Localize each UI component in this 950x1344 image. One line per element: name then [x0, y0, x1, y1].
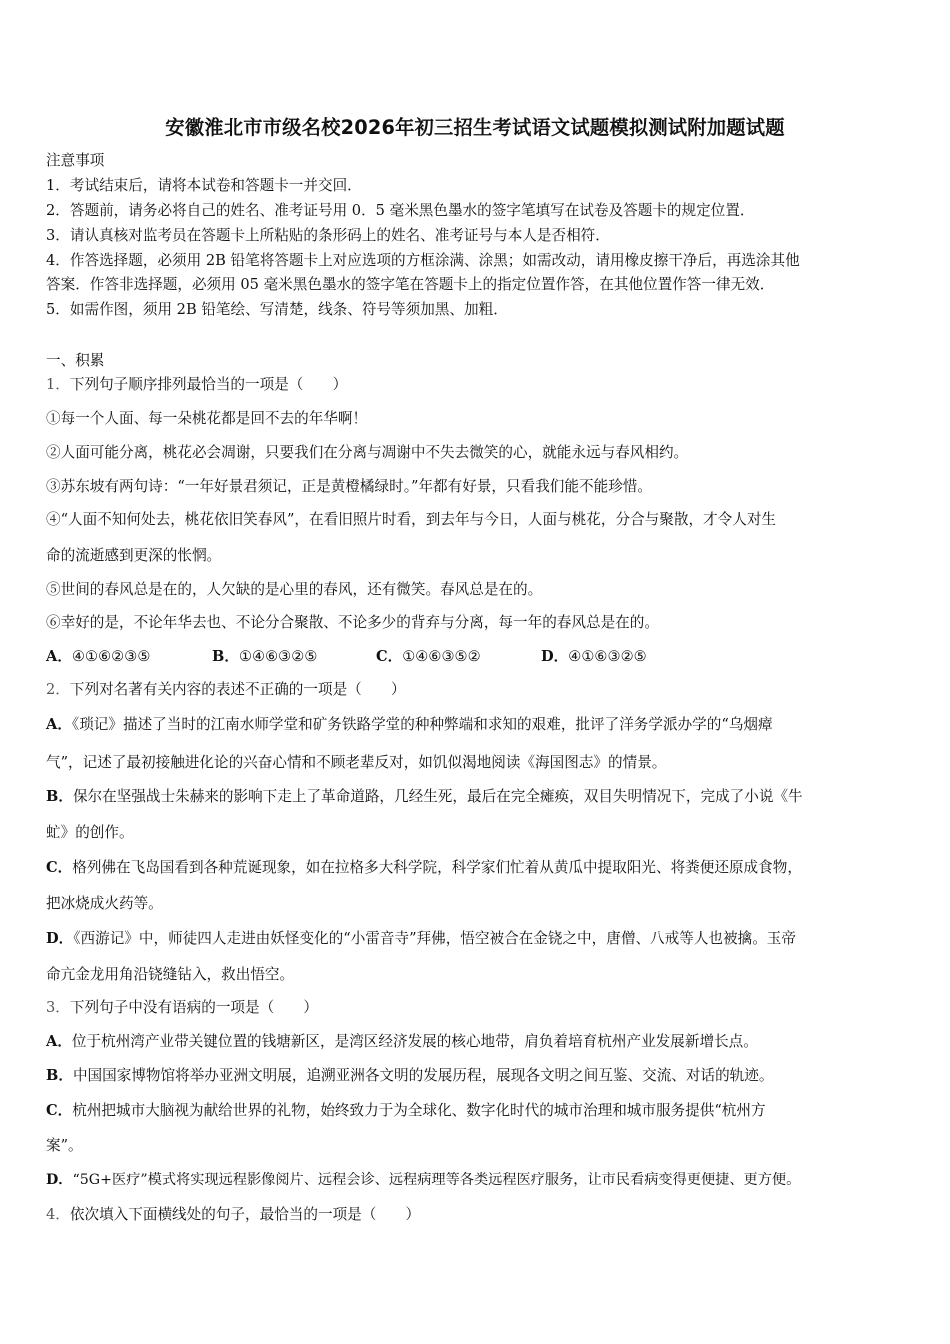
q1-option-b[interactable]: [212, 647, 317, 667]
question-text: 下列句子中没有语病的一项是（ ）: [69, 999, 318, 1016]
option-text: 位于杭州湾产业带关键位置的钱塘新区，是湾区经济发展的核心地带，肩负着培育杭州产业发展新增长点。: [71, 1033, 758, 1050]
question-number: 3．: [46, 999, 70, 1016]
section-heading: 一、积累: [46, 352, 105, 369]
option-label: C．: [376, 648, 403, 665]
option-label: D．: [46, 930, 74, 947]
q2-option-line[interactable]: [46, 929, 796, 949]
notice-item: 1．考试结束后，请将本试卷和答题卡一并交回．: [46, 177, 362, 194]
q1-option-d[interactable]: [541, 647, 647, 667]
option-label: C．: [46, 859, 73, 876]
q3-option-line[interactable]: [46, 1066, 773, 1086]
question-number: 1．: [46, 376, 70, 393]
question-number: 4．: [46, 1206, 70, 1223]
q2-option-line: 命亢金龙用角沿铙缝钻入，救出悟空。: [46, 966, 295, 983]
q1-sentence: ②人面可能分离，桃花必会凋谢，只要我们在分离与凋谢中不失去微笑的心，就能永远与春风相约。: [46, 444, 689, 461]
question-text: 下列对名著有关内容的表述不正确的一项是（ ）: [69, 681, 406, 698]
option-text: ④①⑥③②⑤: [568, 648, 647, 665]
q3-option-line: 案”。: [46, 1137, 83, 1154]
option-text: 《琐记》描述了当时的江南水师学堂和矿务铁路学堂的种种弊端和求知的艰难，批评了洋务学派办学的“乌烟瘴: [71, 716, 773, 733]
question-text: 依次填入下面横线处的句子，最恰当的一项是（ ）: [69, 1206, 421, 1223]
option-text: 格列佛在飞岛国看到各种荒诞现象，如在拉格多大科学院，科学家们忙着从黄瓜中提取阳光、将粪便还原成食物，: [72, 859, 802, 876]
question-3-stem: [46, 998, 318, 1018]
option-label: D．: [46, 1172, 73, 1188]
notice-item: 2．答题前，请务必将自己的姓名、准考证号用 0．5 毫米黑色墨水的签字笔填写在试卷及答题卡的规定位置．: [46, 202, 755, 219]
q3-option-line[interactable]: [46, 1032, 758, 1052]
option-label: B．: [46, 1067, 73, 1084]
option-text: ④①⑥②③⑤: [71, 648, 151, 665]
q1-sentence: ⑤世间的春风总是在的，人欠缺的是心里的春风，还有微笑。春风总是在的。: [46, 581, 543, 598]
option-label: A．: [46, 1033, 72, 1050]
q2-option-line[interactable]: [46, 715, 773, 735]
q2-option-line[interactable]: [46, 858, 802, 878]
q2-option-line[interactable]: [46, 787, 803, 807]
q2-option-line: 把冰烧成火药等。: [46, 895, 163, 912]
notice-item: 3．请认真核对监考员在答题卡上所粘贴的条形码上的姓名、准考证号与本人是否相符．: [46, 227, 610, 244]
question-1-stem: [46, 375, 347, 395]
notice-item: 4．作答选择题，必须用 2B 铅笔将答题卡上对应选项的方框涂满、涂黑；如需改动，请用橡皮擦干净后，再选涂其他: [46, 252, 800, 269]
q2-option-line: 虻》的创作。: [46, 824, 134, 841]
option-label: A．: [46, 716, 72, 733]
q3-option-line[interactable]: [46, 1101, 766, 1121]
option-text: 中国国家博物馆将举办亚洲文明展，追溯亚洲各文明的发展历程，展现各文明之间互鉴、交流、对话的轨迹。: [72, 1067, 774, 1084]
option-text: 《西游记》中，师徒四人走进由妖怪变化的“小雷音寺”拜佛，悟空被合在金铙之中，唐僧、八戒等人也被擒。玉帝: [73, 930, 796, 947]
q1-sentence: ③苏东坡有两句诗：“一年好景君须记，正是黄橙橘绿时。”年都有好景，只看我们能不能珍惜。: [46, 478, 652, 495]
notice-item: 答案．作答非选择题，必须用 05 毫米黑色墨水的签字笔在答题卡上的指定位置作答，在其他位置作答一律无效．: [46, 276, 775, 293]
question-2-stem: [46, 680, 406, 700]
option-label: B．: [212, 648, 239, 665]
q1-sentence: 命的流逝感到更深的怅惘。: [46, 547, 222, 564]
q1-option-a[interactable]: [46, 647, 150, 667]
option-label: B．: [46, 788, 73, 805]
option-label: C．: [46, 1102, 73, 1119]
option-text: ①④⑥③⑤②: [402, 648, 481, 665]
page-title: 安徽淮北市市级名校2026年初三招生考试语文试题模拟测试附加题试题: [165, 116, 785, 139]
q1-sentence: ①每一个人面、每一朵桃花都是回不去的年华啊！: [46, 410, 368, 427]
q1-sentence: ④“人面不知何处去，桃花依旧笑春风”，在看旧照片时看，到去年与今日，人面与桃花，分合与聚散，才令人对生: [46, 511, 777, 528]
option-label: D．: [541, 648, 569, 665]
question-text: 下列句子顺序排列最恰当的一项是（ ）: [69, 376, 348, 393]
question-4-stem: [46, 1205, 420, 1225]
option-text: ①④⑥③②⑤: [238, 648, 318, 665]
option-text: 杭州把城市大脑视为献给世界的礼物，始终致力于为全球化、数字化时代的城市治理和城市服务提供“杭州方: [72, 1102, 766, 1119]
notice-heading: 注意事项: [46, 152, 105, 169]
option-text: 保尔在坚强战士朱赫来的影响下走上了革命道路，几经生死，最后在完全瘫痪，双目失明情况下，完成了小说《牛: [72, 788, 803, 805]
option-label: A．: [46, 648, 72, 665]
question-number: 2．: [46, 681, 70, 698]
q3-option-line[interactable]: [46, 1170, 800, 1190]
notice-item: 5．如需作图，须用 2B 铅笔绘、写清楚，线条、符号等须加黑、加粗．: [46, 301, 508, 318]
option-text: “5G+医疗”模式将实现远程影像阅片、远程会诊、远程病理等各类远程医疗服务，让市民看病变得更便捷、更方便。: [72, 1172, 801, 1188]
q1-option-c[interactable]: [376, 647, 481, 667]
q1-sentence: ⑥幸好的是，不论年华去也、不论分合聚散、不论多少的背弃与分离，每一年的春风总是在的。: [46, 614, 659, 631]
q2-option-line: 气”，记述了最初接触进化论的兴奋心情和不顾老辈反对，如饥似渴地阅读《海国图志》的情景。: [46, 754, 667, 771]
